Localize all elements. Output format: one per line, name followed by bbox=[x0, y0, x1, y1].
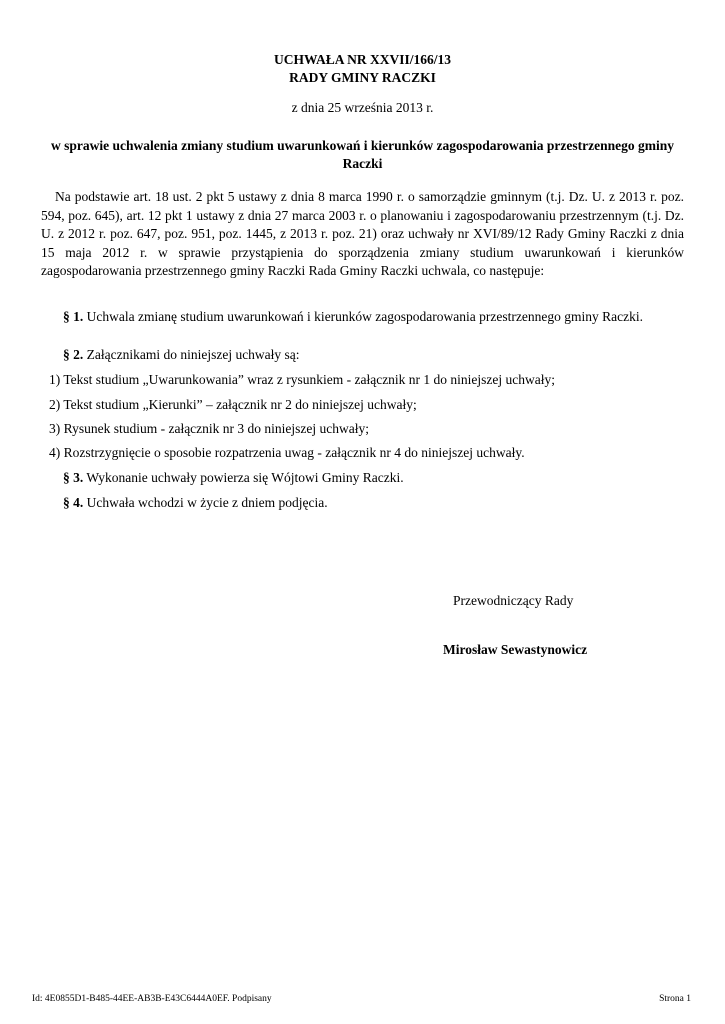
page-number: Strona 1 bbox=[659, 994, 691, 1004]
attachment-item-1: 1) Tekst studium „Uwarunkowania” wraz z rysunkiem - załącznik nr 1 do niniejszej uchwały; bbox=[49, 372, 556, 387]
section-4-mark: § 4. bbox=[63, 495, 84, 510]
section-4-text: Uchwała wchodzi w życie z dniem podjęcia. bbox=[83, 495, 328, 510]
attachment-item-2: 2) Tekst studium „Kierunki” – załącznik nr 2 do niniejszej uchwały; bbox=[49, 397, 417, 412]
section-1-mark: § 1. bbox=[63, 309, 84, 324]
section-2-text: Załącznikami do niniejszej uchwały są: bbox=[83, 347, 300, 362]
signatory-name: Mirosław Sewastynowicz bbox=[443, 642, 588, 657]
attachment-item-3: 3) Rysunek studium - załącznik nr 3 do niniejszej uchwały; bbox=[49, 421, 370, 436]
section-3 bbox=[41, 469, 684, 488]
resolution-title: UCHWAŁA NR XXVII/166/13 bbox=[273, 52, 452, 67]
resolution-subject: w sprawie uchwalenia zmiany studium uwarunkowań i kierunków zagospodarowania przestrzennego gminy Raczki bbox=[50, 138, 675, 171]
section-2-mark: § 2. bbox=[63, 347, 84, 362]
resolution-date: z dnia 25 września 2013 r. bbox=[291, 100, 434, 115]
section-2 bbox=[41, 346, 684, 365]
section-1-text: Uchwala zmianę studium uwarunkowań i kierunków zagospodarowania przestrzennego gminy Raczki. bbox=[83, 309, 643, 324]
section-4 bbox=[41, 494, 684, 513]
signatory-role: Przewodniczący Rady bbox=[453, 593, 574, 608]
document-id-footer: Id: 4E0855D1-B485-44EE-AB3B-E43C6444A0EF. Podpisany bbox=[32, 994, 272, 1004]
legal-basis-paragraph: Na podstawie art. 18 ust. 2 pkt 5 ustawy z dnia 8 marca 1990 r. o samorządzie gminnym (t.j. Dz. U. z 2013 r. poz. 594, poz. 645), art. 12 pkt 1 ustawy z dnia 27 marca 2003 r. o planowaniu i zagospodarowaniu przestrzennym (t.j. Dz. U. z 2012 r. poz. 647, poz. 951, poz. 1445, z 2013 r. poz. 21) oraz uchwały nr XVI/89/12 Rady Gminy Raczki z dnia 15 maja 2012 r. w sprawie przystąpienia do sporządzenia zmiany studium uwarunkowań i kierunków zagospodarowania przestrzennego gminy Raczki Rada Gminy Raczki uchwala, co następuje: bbox=[41, 189, 684, 278]
attachment-item-4: 4) Rozstrzygnięcie o sposobie rozpatrzenia uwag - załącznik nr 4 do niniejszej uchwały. bbox=[49, 445, 525, 460]
section-3-mark: § 3. bbox=[63, 470, 84, 485]
section-1 bbox=[41, 308, 684, 327]
document-page bbox=[41, 0, 684, 1024]
council-name: RADY GMINY RACZKI bbox=[289, 70, 436, 85]
section-3-text: Wykonanie uchwały powierza się Wójtowi Gminy Raczki. bbox=[83, 470, 404, 485]
